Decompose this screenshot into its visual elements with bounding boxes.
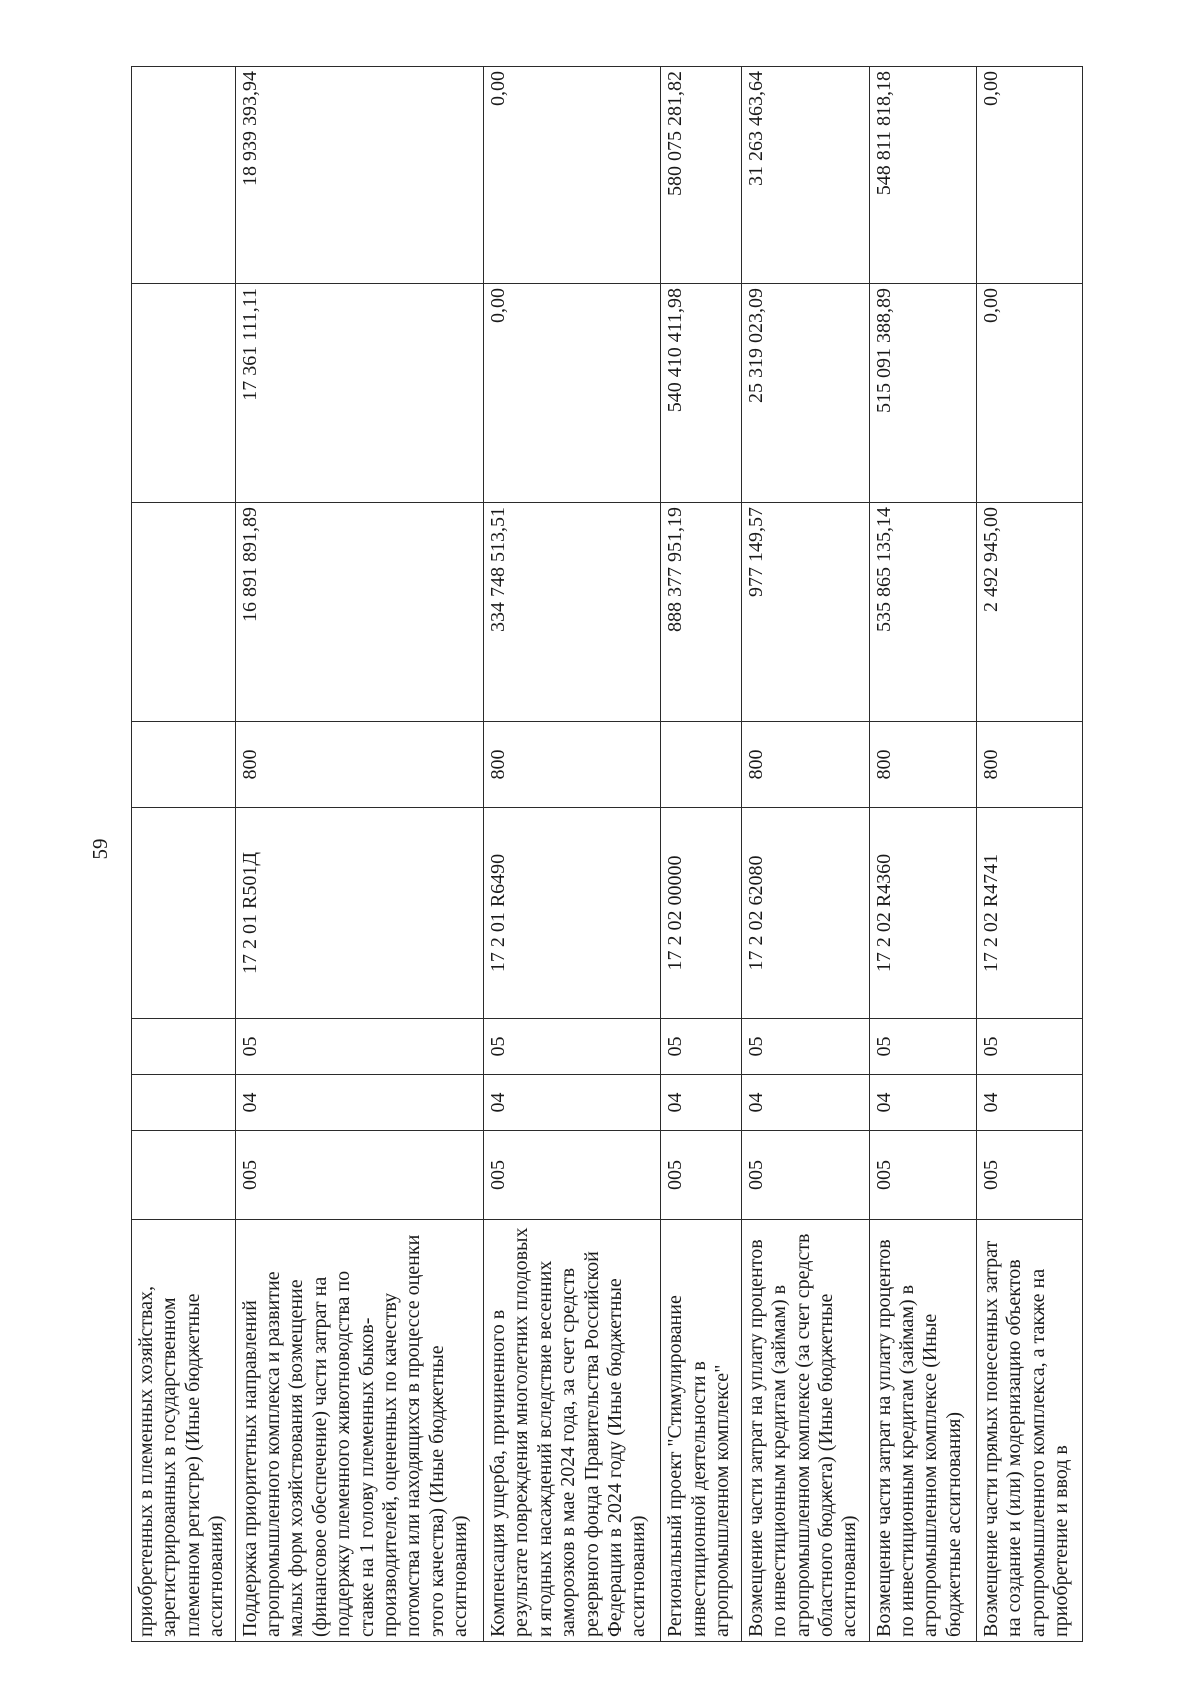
cell-expense-type: 800 xyxy=(741,722,869,808)
cell-amount-2: 25 319 023,09 xyxy=(741,284,869,503)
cell-amount-3: 31 263 463,64 xyxy=(741,67,869,284)
cell-ministry: 005 xyxy=(661,1131,741,1220)
cell-subsection: 05 xyxy=(661,1019,741,1075)
cell-name: Возмещение части прямых понесенных затрат на создание и (или) модернизацию объектов агропромышленного комплекса, а также на приобретение и ввод в xyxy=(976,1220,1082,1642)
cell-amount-3: 0,00 xyxy=(976,67,1082,284)
table-row xyxy=(661,67,741,1642)
cell-expense-type: 800 xyxy=(869,722,976,808)
cell-subsection xyxy=(132,1019,236,1075)
cell-ministry: 005 xyxy=(484,1131,661,1220)
cell-subsection: 05 xyxy=(741,1019,869,1075)
cell-section: 04 xyxy=(661,1075,741,1131)
cell-expense-type: 800 xyxy=(976,722,1082,808)
cell-subsection: 05 xyxy=(235,1019,483,1075)
cell-section: 04 xyxy=(484,1075,661,1131)
cell-subsection: 05 xyxy=(484,1019,661,1075)
cell-amount-2: 515 091 388,89 xyxy=(869,284,976,503)
cell-expense-type xyxy=(661,722,741,808)
cell-amount-2: 0,00 xyxy=(976,284,1082,503)
cell-target-code: 17 2 02 R4360 xyxy=(869,808,976,1019)
cell-ministry xyxy=(132,1131,236,1220)
table-body xyxy=(132,67,1083,1642)
cell-name: Возмещение части затрат на уплату процентов по инвестиционным кредитам (займам) в агропромышленном комплексе (Иные бюджетные ассигнования) xyxy=(869,1220,976,1642)
table-row xyxy=(869,67,976,1642)
cell-amount-1: 334 748 513,51 xyxy=(484,503,661,722)
cell-section: 04 xyxy=(235,1075,483,1131)
cell-name: Региональный проект "Стимулирование инвестиционной деятельности в агропромышленном комплексе" xyxy=(661,1220,741,1642)
cell-amount-3: 548 811 818,18 xyxy=(869,67,976,284)
cell-section: 04 xyxy=(976,1075,1082,1131)
cell-expense-type: 800 xyxy=(484,722,661,808)
cell-amount-2: 0,00 xyxy=(484,284,661,503)
cell-subsection: 05 xyxy=(869,1019,976,1075)
cell-amount-2: 540 410 411,98 xyxy=(661,284,741,503)
table-row xyxy=(235,67,483,1642)
cell-name: Компенсация ущерба, причиненного в результате повреждения многолетних плодовых и ягодных насаждений вследствие весенних заморозков в мае 2024 года, за счет средств резервного фонда Правительства Российской Федерации в 2024 году (Иные бюджетные ассигнования) xyxy=(484,1220,661,1642)
cell-name: Поддержка приоритетных направлений агропромышленного комплекса и развитие малых форм хозяйствования (возмещение (финансовое обеспечение) части затрат на поддержку племенного животноводства по ставке на 1 голову племенных быков-производителей, оцененных по качеству потомства или находящихся в процессе оценки этого качества) (Иные бюджетные ассигнования) xyxy=(235,1220,483,1642)
cell-target-code: 17 2 02 00000 xyxy=(661,808,741,1019)
cell-amount-1: 888 377 951,19 xyxy=(661,503,741,722)
cell-target-code: 17 2 02 62080 xyxy=(741,808,869,1019)
cell-ministry: 005 xyxy=(235,1131,483,1220)
table-row xyxy=(484,67,661,1642)
cell-subsection: 05 xyxy=(976,1019,1082,1075)
cell-target-code: 17 2 02 R4741 xyxy=(976,808,1082,1019)
cell-amount-3 xyxy=(132,67,236,284)
cell-amount-1: 16 891 891,89 xyxy=(235,503,483,722)
cell-target-code: 17 2 01 R6490 xyxy=(484,808,661,1019)
cell-expense-type: 800 xyxy=(235,722,483,808)
page-number: 59 xyxy=(87,838,112,860)
cell-section: 04 xyxy=(741,1075,869,1131)
cell-target-code xyxy=(132,808,236,1019)
cell-amount-2: 17 361 111,11 xyxy=(235,284,483,503)
cell-ministry: 005 xyxy=(976,1131,1082,1220)
cell-target-code: 17 2 01 R501Д xyxy=(235,808,483,1019)
table-row xyxy=(132,67,236,1642)
table-row xyxy=(741,67,869,1642)
cell-amount-1 xyxy=(132,503,236,722)
cell-amount-3: 18 939 393,94 xyxy=(235,67,483,284)
cell-amount-3: 0,00 xyxy=(484,67,661,284)
budget-table xyxy=(131,66,1083,1642)
cell-expense-type xyxy=(132,722,236,808)
cell-ministry: 005 xyxy=(741,1131,869,1220)
cell-section xyxy=(132,1075,236,1131)
cell-amount-3: 580 075 281,82 xyxy=(661,67,741,284)
cell-name: Возмещение части затрат на уплату процентов по инвестиционным кредитам (займам) в агропромышленном комплексе (за счет средств областного бюджета) (Иные бюджетные ассигнования) xyxy=(741,1220,869,1642)
cell-amount-1: 2 492 945,00 xyxy=(976,503,1082,722)
cell-ministry: 005 xyxy=(869,1131,976,1220)
rotated-table-wrapper xyxy=(131,67,1083,1642)
cell-name: приобретенных в племенных хозяйствах, зарегистрированных в государственном племенном регистре) (Иные бюджетные ассигнования) xyxy=(132,1220,236,1642)
cell-amount-1: 535 865 135,14 xyxy=(869,503,976,722)
cell-amount-1: 977 149,57 xyxy=(741,503,869,722)
table-row xyxy=(976,67,1082,1642)
cell-amount-2 xyxy=(132,284,236,503)
cell-section: 04 xyxy=(869,1075,976,1131)
